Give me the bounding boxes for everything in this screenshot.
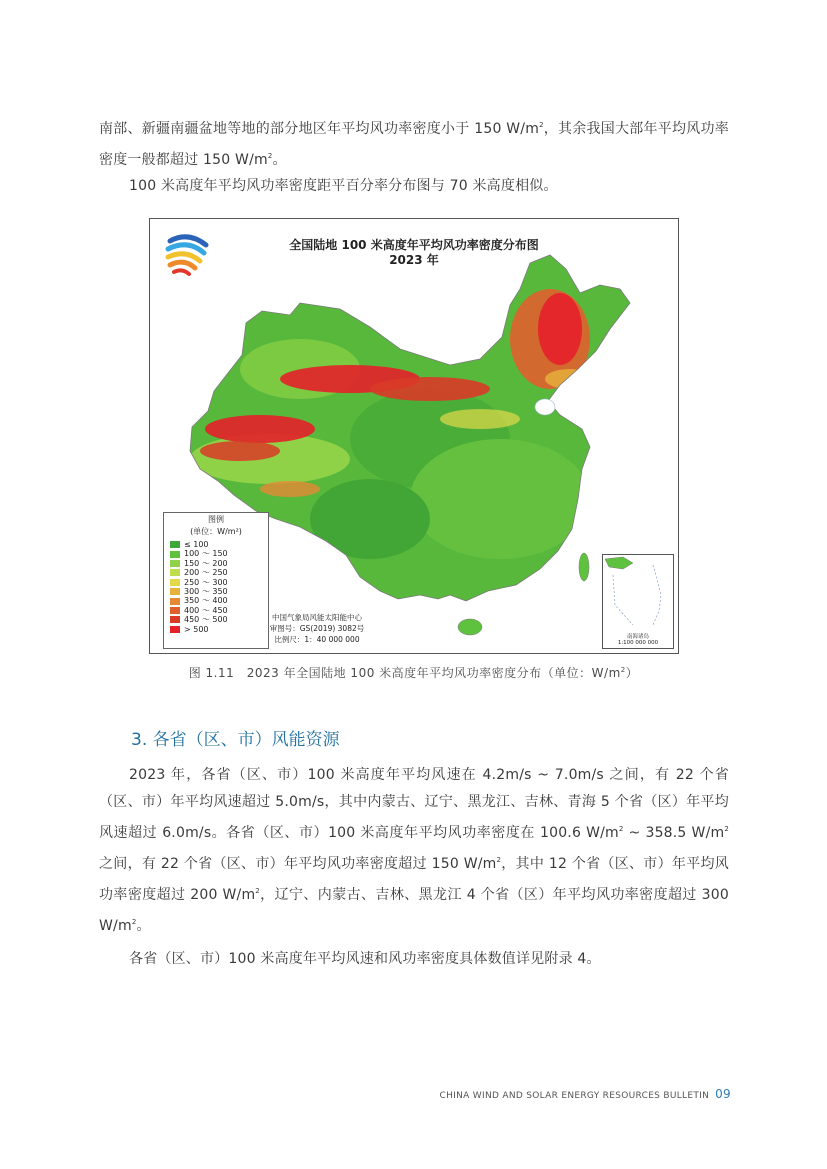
inset-name: 南海诸岛 bbox=[626, 634, 649, 640]
footer-title: CHINA WIND AND SOLAR ENERGY RESOURCES BULLETIN bbox=[439, 1091, 710, 1101]
map-subtitle: 2023 年 bbox=[389, 253, 439, 267]
page-footer bbox=[440, 1087, 731, 1101]
legend-item bbox=[170, 587, 268, 596]
legend-title: 图例 bbox=[208, 515, 224, 524]
legend-swatch bbox=[170, 598, 180, 605]
legend-item bbox=[170, 596, 268, 605]
caption-text: 图 1.11 2023 年全国陆地 100 米高度年平均风功率密度分布（单位：W/m bbox=[188, 666, 621, 680]
legend-label: 250 ～ 300 bbox=[184, 577, 228, 587]
superscript: 2 bbox=[618, 825, 624, 833]
text-run: ，其余我国大部年平均风功率密度一般都超过 150 W/m bbox=[99, 121, 729, 168]
south-china-sea-inset bbox=[602, 554, 674, 649]
legend-item bbox=[170, 549, 268, 558]
superscript: 2 bbox=[539, 121, 544, 129]
legend-item bbox=[170, 559, 268, 568]
paragraph-intro bbox=[99, 112, 729, 174]
caption-superscript: 2 bbox=[620, 666, 626, 674]
figure-caption bbox=[0, 664, 827, 681]
superscript: 2 bbox=[496, 856, 502, 864]
legend-item bbox=[170, 578, 268, 587]
legend-item bbox=[170, 540, 268, 549]
inset-scale: 1:100 000 000 bbox=[617, 640, 659, 646]
map-credit-approval: 审图号：GS(2019) 3082号 bbox=[269, 624, 365, 633]
legend-label: > 500 bbox=[184, 624, 209, 634]
legend-label: 450 ～ 500 bbox=[184, 615, 228, 625]
legend-unit: (单位：W/m²) bbox=[190, 527, 242, 536]
map-credit-scale: 比例尺：1：40 000 000 bbox=[274, 635, 360, 644]
legend-swatch bbox=[170, 551, 180, 558]
legend-swatch bbox=[170, 626, 180, 633]
legend-label: 200 ～ 250 bbox=[184, 568, 228, 578]
paragraph-provinces bbox=[99, 762, 729, 940]
text-run: 2023 年，各省（区、市）100 米高度年平均风速在 4.2m/s ~ 7.0m/s 之间，有 22 个省（区、市）年平均风速超过 5.0m/s，其中内蒙古、辽宁、黑龙江、吉林、青海 5 个省（区）年平均风速超过 6.0m/s。各省（区、市）100 米高度年平均风功率密度在 100.6 W/m bbox=[99, 767, 729, 841]
legend-label: 350 ～ 400 bbox=[184, 596, 228, 606]
text-run: 各省（区、市）100 米高度年平均风速和风功率密度具体数值详见附录 4。 bbox=[129, 951, 601, 967]
legend-swatch bbox=[170, 541, 180, 548]
inset-map bbox=[603, 555, 673, 635]
legend-swatch bbox=[170, 588, 180, 595]
paragraph-appendix bbox=[99, 946, 729, 973]
legend-swatch bbox=[170, 579, 180, 586]
map-title: 全国陆地 100 米高度年平均风功率密度分布图 bbox=[289, 238, 539, 252]
text-run: 南部、新疆南疆盆地等地的部分地区年平均风功率密度小于 150 W/m bbox=[99, 121, 540, 137]
section-heading: 3. 各省（区、市）风能资源 bbox=[131, 730, 340, 750]
legend-label: 150 ～ 200 bbox=[184, 558, 228, 568]
legend-label: 400 ～ 450 bbox=[184, 605, 228, 615]
text-run: ~ 358.5 W/m bbox=[623, 825, 725, 841]
text-run: 之间，有 22 个省（区、市）年平均风功率密度超过 150 W/m bbox=[99, 856, 497, 872]
superscript: 2 bbox=[267, 152, 273, 160]
legend-swatch bbox=[170, 569, 180, 576]
superscript: 2 bbox=[724, 825, 729, 833]
wind-power-density-map-figure bbox=[149, 218, 679, 654]
legend-label: ≤ 100 bbox=[184, 540, 209, 549]
text-run: 。 bbox=[272, 152, 287, 168]
text-run: ，辽宁、内蒙古、吉林、黑龙江 4 个省（区）年平均风功率密度超过 300 W/m bbox=[99, 887, 729, 934]
superscript: 2 bbox=[255, 887, 260, 895]
legend-label: 100 ～ 150 bbox=[184, 549, 228, 559]
legend-item bbox=[170, 568, 268, 577]
legend-swatch bbox=[170, 616, 180, 623]
map-credit-org: 中国气象局风能太阳能中心 bbox=[272, 613, 362, 622]
legend-swatch bbox=[170, 560, 180, 567]
superscript: 2 bbox=[131, 918, 137, 926]
caption-end: ） bbox=[625, 666, 639, 680]
paragraph-anomaly bbox=[99, 173, 729, 200]
page-number: 09 bbox=[715, 1087, 731, 1101]
text-run: ，其中 12 个省（区、市）年平均风功率密度超过 200 W/m bbox=[99, 856, 729, 903]
text-run: 100 米高度年平均风功率密度距平百分率分布图与 70 米高度相似。 bbox=[129, 178, 558, 194]
inset-label bbox=[605, 634, 671, 646]
legend-swatch bbox=[170, 607, 180, 614]
legend-label: 300 ～ 350 bbox=[184, 586, 228, 596]
text-run: 。 bbox=[136, 918, 151, 934]
